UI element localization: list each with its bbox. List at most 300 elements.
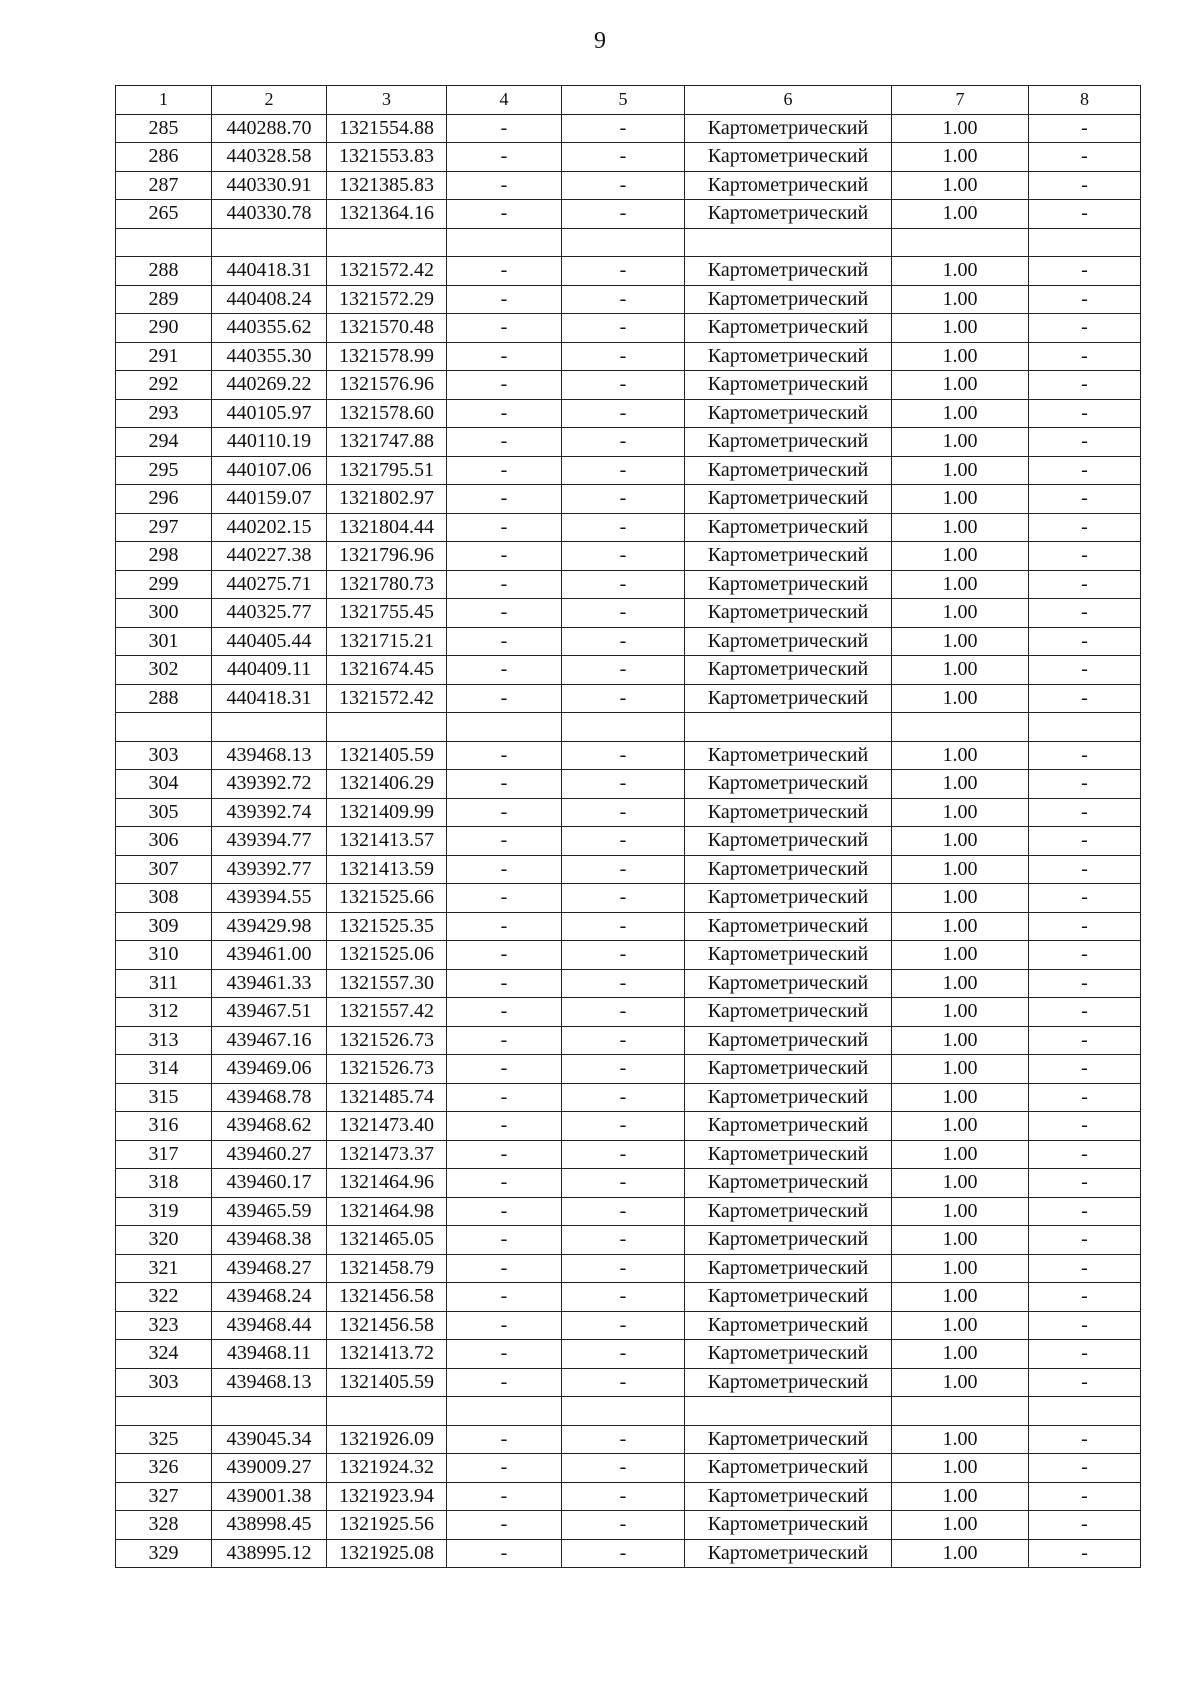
table-cell: Картометрический [685, 1226, 892, 1255]
table-cell: - [447, 200, 562, 229]
table-cell: 1.00 [892, 1112, 1029, 1141]
table-cell: 440269.22 [212, 371, 327, 400]
table-cell: 292 [116, 371, 212, 400]
table-cell: - [562, 485, 685, 514]
table-cell: 439460.27 [212, 1140, 327, 1169]
table-cell: 1321796.96 [327, 542, 447, 571]
table-cell: 1321456.58 [327, 1283, 447, 1312]
table-cell: Картометрический [685, 428, 892, 457]
table-cell: - [562, 1511, 685, 1540]
table-cell: 316 [116, 1112, 212, 1141]
table-cell: - [1029, 371, 1141, 400]
table-cell: - [1029, 656, 1141, 685]
table-cell: 1321570.48 [327, 314, 447, 343]
table-cell: - [562, 1169, 685, 1198]
table-cell: 322 [116, 1283, 212, 1312]
table-cell: 439001.38 [212, 1482, 327, 1511]
table-cell [447, 1397, 562, 1426]
table-cell: 329 [116, 1539, 212, 1568]
table-cell [892, 228, 1029, 257]
table-cell: Картометрический [685, 542, 892, 571]
table-cell: 1321578.60 [327, 399, 447, 428]
table-row [116, 855, 1141, 884]
table-cell: 291 [116, 342, 212, 371]
table-cell: - [562, 998, 685, 1027]
table-cell: 440227.38 [212, 542, 327, 571]
table-cell: - [562, 371, 685, 400]
table-cell: - [447, 599, 562, 628]
table-cell: 1321715.21 [327, 627, 447, 656]
table-cell: - [562, 1083, 685, 1112]
table-cell: 1.00 [892, 1425, 1029, 1454]
table-row [116, 741, 1141, 770]
table-cell: - [562, 627, 685, 656]
table-row [116, 399, 1141, 428]
table-cell: 439392.77 [212, 855, 327, 884]
table-cell: - [562, 684, 685, 713]
table-row [116, 485, 1141, 514]
table-cell: 440355.30 [212, 342, 327, 371]
page-number: 9 [594, 28, 606, 54]
table-cell: 439394.55 [212, 884, 327, 913]
table-cell: Картометрический [685, 656, 892, 685]
table-cell: Картометрический [685, 342, 892, 371]
table-cell: 311 [116, 969, 212, 998]
table-row [116, 656, 1141, 685]
table-cell: - [562, 1340, 685, 1369]
table-row [116, 1169, 1141, 1198]
table-cell: 1321413.72 [327, 1340, 447, 1369]
table-cell: - [447, 171, 562, 200]
table-cell: 1.00 [892, 257, 1029, 286]
table-cell: - [1029, 342, 1141, 371]
table-cell: 287 [116, 171, 212, 200]
table-cell: - [562, 656, 685, 685]
table-cell: 1321572.29 [327, 285, 447, 314]
table-cell: 1321464.96 [327, 1169, 447, 1198]
table-cell: - [447, 855, 562, 884]
table-cell: 1.00 [892, 1083, 1029, 1112]
table-row [116, 941, 1141, 970]
table-cell: 439468.11 [212, 1340, 327, 1369]
table-cell: - [1029, 1283, 1141, 1312]
table-cell: 1.00 [892, 285, 1029, 314]
table-cell: - [562, 1140, 685, 1169]
table-cell: - [447, 770, 562, 799]
table-cell: 324 [116, 1340, 212, 1369]
table-row [116, 684, 1141, 713]
table-cell: 1.00 [892, 741, 1029, 770]
table-cell: - [1029, 1254, 1141, 1283]
table-cell: 306 [116, 827, 212, 856]
table-cell [212, 228, 327, 257]
table-cell: 439467.16 [212, 1026, 327, 1055]
table-row [116, 1026, 1141, 1055]
table-cell: - [562, 114, 685, 143]
table-cell: 317 [116, 1140, 212, 1169]
table-cell: 309 [116, 912, 212, 941]
table-cell: 1.00 [892, 941, 1029, 970]
table-cell: - [447, 969, 562, 998]
table-cell: - [447, 1055, 562, 1084]
table-cell [1029, 1397, 1141, 1426]
table-cell: - [562, 399, 685, 428]
table-cell: 1.00 [892, 969, 1029, 998]
table-cell: Картометрический [685, 1197, 892, 1226]
table-row [116, 342, 1141, 371]
table-cell: 1.00 [892, 770, 1029, 799]
table-cell: Картометрический [685, 1454, 892, 1483]
table-cell: - [1029, 1140, 1141, 1169]
table-cell: - [562, 513, 685, 542]
table-row [116, 827, 1141, 856]
table-cell [562, 713, 685, 742]
table-cell: Картометрический [685, 1055, 892, 1084]
table-row [116, 314, 1141, 343]
table-cell: 1.00 [892, 485, 1029, 514]
table-cell [892, 1397, 1029, 1426]
table-cell: - [447, 342, 562, 371]
table-cell: - [562, 542, 685, 571]
table-cell: 327 [116, 1482, 212, 1511]
table-cell: - [562, 798, 685, 827]
table-row [116, 1482, 1141, 1511]
table-cell: 1321405.59 [327, 1368, 447, 1397]
table-cell: - [447, 884, 562, 913]
table-cell: 1.00 [892, 998, 1029, 1027]
table-cell: - [562, 171, 685, 200]
table-cell: 1321576.96 [327, 371, 447, 400]
table-cell: 265 [116, 200, 212, 229]
table-cell: 1.00 [892, 1226, 1029, 1255]
table-cell: - [562, 741, 685, 770]
table-cell: - [447, 1226, 562, 1255]
table-cell: - [447, 1511, 562, 1540]
table-cell: 1.00 [892, 1055, 1029, 1084]
table-cell: 310 [116, 941, 212, 970]
table-cell [327, 1397, 447, 1426]
table-row [116, 143, 1141, 172]
table-cell: 1.00 [892, 1311, 1029, 1340]
table-header [116, 86, 1141, 115]
table-cell: 439392.74 [212, 798, 327, 827]
table-cell: 288 [116, 684, 212, 713]
table-cell: 1.00 [892, 542, 1029, 571]
table-cell: - [562, 1454, 685, 1483]
table-cell: - [1029, 1026, 1141, 1055]
table-cell: 1.00 [892, 855, 1029, 884]
table-cell: - [447, 257, 562, 286]
table-cell: 1321578.99 [327, 342, 447, 371]
table-cell: 1.00 [892, 428, 1029, 457]
table-cell: 1321456.58 [327, 1311, 447, 1340]
table-cell: Картометрический [685, 171, 892, 200]
table-cell: 439468.78 [212, 1083, 327, 1112]
table-cell: Картометрический [685, 1083, 892, 1112]
table-cell: - [1029, 513, 1141, 542]
table-cell: - [562, 770, 685, 799]
table-cell: 1.00 [892, 314, 1029, 343]
table-cell: 323 [116, 1311, 212, 1340]
table-cell: - [1029, 542, 1141, 571]
table-cell: Картометрический [685, 114, 892, 143]
table-cell: 1.00 [892, 1454, 1029, 1483]
table-cell: 325 [116, 1425, 212, 1454]
table-row [116, 1055, 1141, 1084]
table-cell: 318 [116, 1169, 212, 1198]
table-cell: - [562, 884, 685, 913]
table-row [116, 200, 1141, 229]
table-cell: 321 [116, 1254, 212, 1283]
table-row [116, 285, 1141, 314]
table-cell: - [447, 941, 562, 970]
table-cell: - [562, 1026, 685, 1055]
table-cell: 440275.71 [212, 570, 327, 599]
table-row [116, 770, 1141, 799]
table-cell: - [562, 1425, 685, 1454]
table-cell: 1.00 [892, 371, 1029, 400]
table-cell [1029, 713, 1141, 742]
table-cell: 439429.98 [212, 912, 327, 941]
table-cell: - [562, 1368, 685, 1397]
table-cell: 440328.58 [212, 143, 327, 172]
table-cell: 1321554.88 [327, 114, 447, 143]
table-cell: 440330.78 [212, 200, 327, 229]
table-cell: - [447, 1254, 562, 1283]
table-cell: - [447, 542, 562, 571]
table-cell [685, 713, 892, 742]
table-cell: - [1029, 998, 1141, 1027]
table-cell: 1321485.74 [327, 1083, 447, 1112]
table-cell: 1321409.99 [327, 798, 447, 827]
table-cell: - [1029, 969, 1141, 998]
table-cell: 1321364.16 [327, 200, 447, 229]
table-cell: 1321458.79 [327, 1254, 447, 1283]
table-cell: Картометрический [685, 1425, 892, 1454]
table-row [116, 1283, 1141, 1312]
table-cell: - [562, 143, 685, 172]
table-row [116, 513, 1141, 542]
table-cell: 439468.13 [212, 1368, 327, 1397]
table-cell: - [562, 827, 685, 856]
table-cell: - [447, 371, 562, 400]
table-row [116, 599, 1141, 628]
table-cell: - [1029, 827, 1141, 856]
table-cell: 1321923.94 [327, 1482, 447, 1511]
table-cell: - [562, 599, 685, 628]
table-cell: - [1029, 1340, 1141, 1369]
table-cell: - [1029, 1511, 1141, 1540]
table-cell: - [562, 342, 685, 371]
table-cell: 1.00 [892, 1511, 1029, 1540]
table-row [116, 428, 1141, 457]
table-cell: 1.00 [892, 684, 1029, 713]
table-row [116, 371, 1141, 400]
table-row [116, 1083, 1141, 1112]
table-cell: 1.00 [892, 1340, 1029, 1369]
table-cell: - [1029, 257, 1141, 286]
table-cell: 1.00 [892, 1254, 1029, 1283]
table-cell: 289 [116, 285, 212, 314]
table-cell: Картометрический [685, 371, 892, 400]
column-header: 7 [892, 86, 1029, 115]
table-cell: - [1029, 399, 1141, 428]
table-row [116, 1226, 1141, 1255]
table-cell: 440159.07 [212, 485, 327, 514]
table-cell: 1321525.35 [327, 912, 447, 941]
table-cell: - [1029, 114, 1141, 143]
table-cell: - [562, 428, 685, 457]
table-cell [212, 713, 327, 742]
table-cell: 439461.00 [212, 941, 327, 970]
table-cell: 1.00 [892, 1368, 1029, 1397]
table-cell: 302 [116, 656, 212, 685]
table-cell: - [562, 257, 685, 286]
table-row [116, 998, 1141, 1027]
table-cell: 1321413.59 [327, 855, 447, 884]
table-cell: - [562, 855, 685, 884]
table-cell: 299 [116, 570, 212, 599]
header-row [116, 86, 1141, 115]
table-cell: 1.00 [892, 1283, 1029, 1312]
table-cell: - [447, 1283, 562, 1312]
table-cell: 303 [116, 741, 212, 770]
table-cell: 1321526.73 [327, 1026, 447, 1055]
table-cell: 440408.24 [212, 285, 327, 314]
table-cell: - [562, 969, 685, 998]
table-cell: 440288.70 [212, 114, 327, 143]
table-cell: - [1029, 798, 1141, 827]
table-cell [447, 228, 562, 257]
table-cell: 440418.31 [212, 257, 327, 286]
table-cell: 1.00 [892, 200, 1029, 229]
table-cell: 1.00 [892, 912, 1029, 941]
table-row [116, 1311, 1141, 1340]
table-cell: 308 [116, 884, 212, 913]
table-cell: 440409.11 [212, 656, 327, 685]
table-cell: - [1029, 1368, 1141, 1397]
table-cell: - [447, 1169, 562, 1198]
table-cell: Картометрический [685, 1169, 892, 1198]
table-cell: - [447, 1026, 562, 1055]
table-cell: 319 [116, 1197, 212, 1226]
table-cell: - [1029, 285, 1141, 314]
table-cell: 1321802.97 [327, 485, 447, 514]
table-cell: 1.00 [892, 513, 1029, 542]
table-cell: 1321553.83 [327, 143, 447, 172]
table-cell: 1.00 [892, 599, 1029, 628]
table-cell: - [447, 114, 562, 143]
table-cell: Картометрический [685, 399, 892, 428]
table-cell: - [447, 428, 562, 457]
table-cell: 440202.15 [212, 513, 327, 542]
table-cell: 297 [116, 513, 212, 542]
table-cell: 304 [116, 770, 212, 799]
table-cell: 439468.27 [212, 1254, 327, 1283]
table-cell: 440330.91 [212, 171, 327, 200]
table-row [116, 912, 1141, 941]
table-cell: - [1029, 143, 1141, 172]
table-cell: 290 [116, 314, 212, 343]
table-cell: - [447, 570, 562, 599]
table-cell: - [447, 285, 562, 314]
table-cell: - [447, 798, 562, 827]
table-cell: - [1029, 1311, 1141, 1340]
table-cell: Картометрический [685, 1140, 892, 1169]
table-cell: 1.00 [892, 171, 1029, 200]
table-cell: Картометрический [685, 998, 892, 1027]
table-cell: - [562, 1112, 685, 1141]
table-cell: 285 [116, 114, 212, 143]
table-cell: 303 [116, 1368, 212, 1397]
table-cell: 440110.19 [212, 428, 327, 457]
table-cell: 301 [116, 627, 212, 656]
table-cell: - [562, 456, 685, 485]
table-cell: - [447, 1539, 562, 1568]
table-row [116, 1368, 1141, 1397]
table-cell: Картометрический [685, 884, 892, 913]
table-cell: - [447, 1083, 562, 1112]
table-cell: 439392.72 [212, 770, 327, 799]
table-cell: Картометрический [685, 969, 892, 998]
table-cell: - [562, 1482, 685, 1511]
table-cell: - [447, 627, 562, 656]
table-cell: 439468.44 [212, 1311, 327, 1340]
table-cell: Картометрический [685, 1254, 892, 1283]
table-cell: 1.00 [892, 114, 1029, 143]
table-cell: Картометрический [685, 257, 892, 286]
table-cell: 1.00 [892, 342, 1029, 371]
table-cell: 288 [116, 257, 212, 286]
table-cell: Картометрический [685, 1283, 892, 1312]
table-cell: - [562, 1539, 685, 1568]
table-cell: Картометрический [685, 200, 892, 229]
table-cell: 438995.12 [212, 1539, 327, 1568]
table-cell: 307 [116, 855, 212, 884]
table-cell: Картометрический [685, 1511, 892, 1540]
table-cell: Картометрический [685, 143, 892, 172]
table-cell: 439465.59 [212, 1197, 327, 1226]
table-cell: 314 [116, 1055, 212, 1084]
table-cell [685, 228, 892, 257]
table-cell: 1321926.09 [327, 1425, 447, 1454]
table-cell: 439469.06 [212, 1055, 327, 1084]
table-cell [892, 713, 1029, 742]
table-cell: 1321525.06 [327, 941, 447, 970]
table-cell: - [1029, 855, 1141, 884]
table-cell: Картометрический [685, 485, 892, 514]
table-row [116, 1340, 1141, 1369]
table-cell: 1321473.37 [327, 1140, 447, 1169]
table-cell: - [1029, 741, 1141, 770]
table-cell: 1.00 [892, 570, 1029, 599]
column-header: 5 [562, 86, 685, 115]
table-cell: 300 [116, 599, 212, 628]
table-cell: 1321804.44 [327, 513, 447, 542]
table-cell: Картометрический [685, 855, 892, 884]
table-row [116, 969, 1141, 998]
table-cell: - [1029, 428, 1141, 457]
table-cell: - [447, 513, 562, 542]
table-cell: 294 [116, 428, 212, 457]
table-row [116, 1425, 1141, 1454]
table-cell: - [562, 1226, 685, 1255]
table-cell: Картометрический [685, 1112, 892, 1141]
table-cell [116, 1397, 212, 1426]
table-row [116, 171, 1141, 200]
table-cell: 439460.17 [212, 1169, 327, 1198]
table-cell: - [447, 143, 562, 172]
